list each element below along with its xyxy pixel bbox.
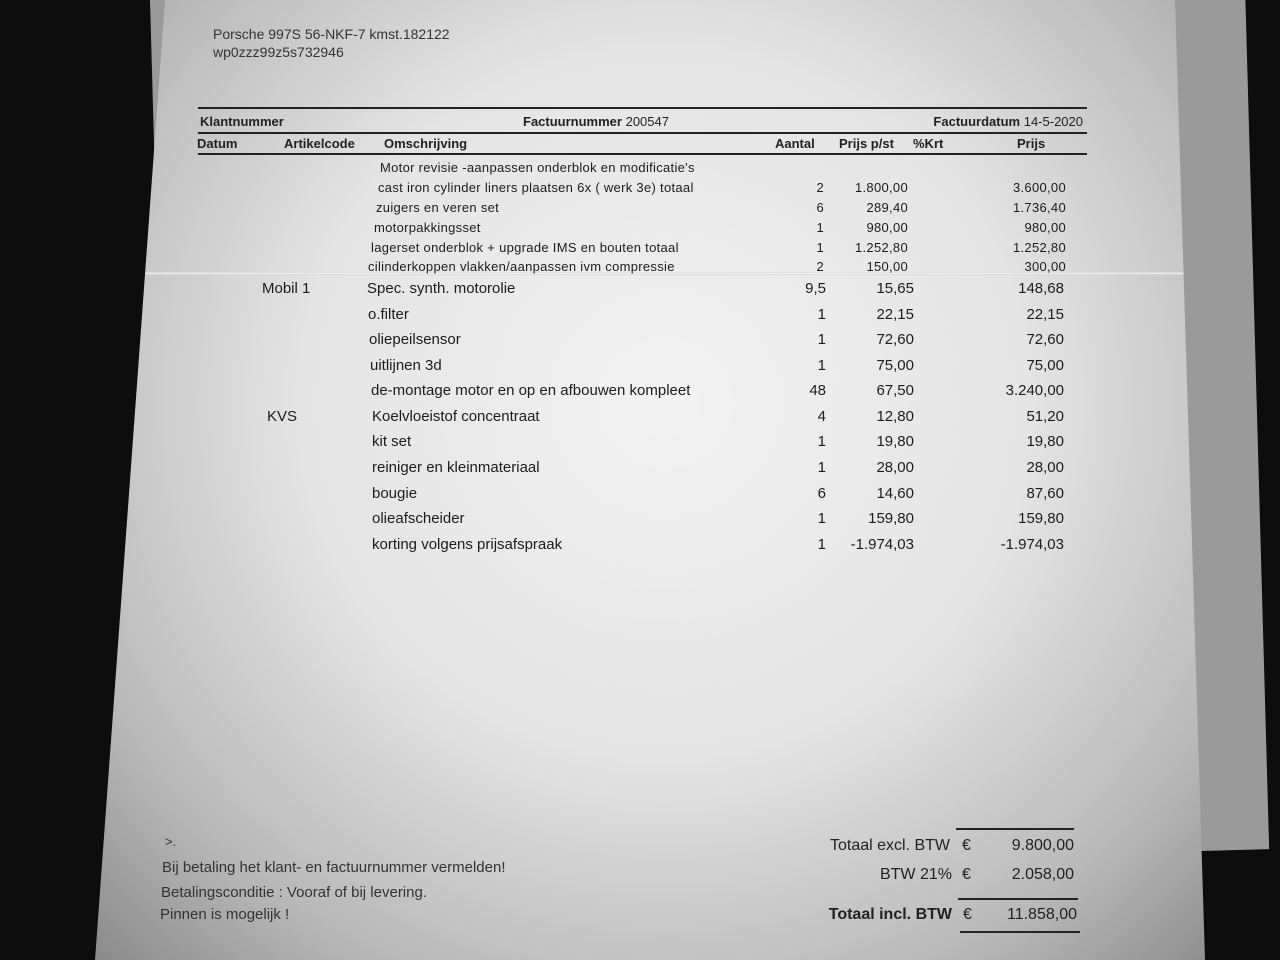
footer-note-payment: Betalingsconditie : Vooraf of bij levering. — [161, 884, 427, 901]
col-datum: Datum — [197, 136, 238, 151]
vehicle-line-1: Porsche 997S 56-NKF-7 kmst.182122 — [213, 26, 450, 42]
col-artikelcode: Artikelcode — [284, 136, 355, 151]
col-omschrijving: Omschrijving — [384, 136, 468, 151]
line-total: 72,60 — [1026, 331, 1064, 348]
line-quantity: 2 — [816, 259, 824, 274]
line-total: 87,60 — [1026, 485, 1064, 502]
col-krt: %Krt — [913, 136, 944, 151]
header-mid-rule — [198, 132, 1087, 134]
klantnummer-label: Klantnummer — [200, 114, 284, 129]
total-excl-currency: € — [962, 837, 971, 854]
line-description: zuigers en veren set — [376, 200, 500, 215]
line-description: reiniger en kleinmateriaal — [372, 459, 540, 476]
line-unit-price: 289,40 — [866, 200, 908, 215]
totals-mid-rule — [958, 898, 1078, 900]
line-quantity: 1 — [817, 536, 826, 553]
col-prijs: Prijs — [1017, 136, 1046, 151]
line-description: Motor revisie -aanpassen onderblok en modificatie's — [380, 160, 695, 175]
line-unit-price: 159,80 — [868, 510, 914, 527]
line-description: de-montage motor en op en afbouwen kompleet — [371, 382, 691, 399]
line-description: uitlijnen 3d — [370, 357, 442, 374]
line-description: Spec. synth. motorolie — [367, 280, 516, 297]
line-total: 22,15 — [1026, 306, 1064, 323]
line-unit-price: 19,80 — [876, 433, 914, 450]
line-quantity: 1 — [816, 240, 824, 255]
factuurnummer — [523, 114, 669, 129]
line-description: bougie — [372, 485, 418, 502]
line-quantity: 9,5 — [805, 280, 826, 297]
line-quantity: 1 — [817, 510, 826, 527]
factuurnummer-value: 200547 — [625, 114, 669, 129]
factuurdatum-label: Factuurdatum — [933, 114, 1021, 129]
line-quantity: 1 — [817, 357, 826, 374]
line-unit-price: 28,00 — [876, 459, 914, 476]
totals-bottom-rule — [960, 931, 1080, 933]
line-total: 75,00 — [1026, 357, 1064, 374]
line-quantity: 2 — [816, 180, 824, 195]
footer-note-pin: Pinnen is mogelijk ! — [160, 906, 290, 923]
line-total: 3.600,00 — [1012, 180, 1066, 195]
total-incl-currency: € — [963, 906, 972, 923]
line-description: motorpakkingsset — [374, 220, 481, 235]
line-total: 3.240,00 — [1005, 382, 1064, 399]
factuurdatum-value: 14-5-2020 — [1023, 114, 1083, 129]
line-description: cilinderkoppen vlakken/aanpassen ivm compressie — [368, 259, 675, 274]
line-description: lagerset onderblok + upgrade IMS en bouten totaal — [371, 240, 679, 255]
line-quantity: 4 — [817, 408, 826, 425]
factuurdatum — [933, 114, 1083, 129]
header-top-rule — [198, 107, 1087, 109]
line-total: 1.736,40 — [1012, 200, 1066, 215]
invoice-paper — [95, 0, 1235, 960]
col-aantal: Aantal — [775, 136, 815, 151]
line-total: 148,68 — [1018, 280, 1064, 297]
line-total: -1.974,03 — [1000, 536, 1064, 553]
line-description: korting volgens prijsafspraak — [372, 536, 563, 553]
total-excl-value: 9.800,00 — [1011, 837, 1074, 854]
line-unit-price: 980,00 — [866, 220, 908, 235]
line-quantity: 48 — [809, 382, 826, 399]
line-quantity: 6 — [817, 485, 826, 502]
header-bottom-rule — [198, 153, 1087, 155]
line-total: 980,00 — [1024, 220, 1066, 235]
line-description: cast iron cylinder liners plaatsen 6x ( werk 3e) totaal — [378, 180, 694, 195]
line-unit-price: 67,50 — [876, 382, 914, 399]
line-unit-price: 150,00 — [866, 259, 908, 274]
line-description: Koelvloeistof concentraat — [372, 408, 540, 425]
line-unit-price: 72,60 — [876, 331, 914, 348]
line-artikelcode: KVS — [267, 408, 298, 425]
totals-top-rule — [956, 828, 1074, 830]
line-unit-price: 1.800,00 — [854, 180, 908, 195]
line-unit-price: 22,15 — [876, 306, 914, 323]
btw-label: BTW 21% — [879, 866, 952, 883]
line-unit-price: 1.252,80 — [854, 240, 908, 255]
line-quantity: 1 — [817, 433, 826, 450]
line-total: 19,80 — [1026, 433, 1064, 450]
btw-value: 2.058,00 — [1011, 866, 1074, 883]
footer-marker: >. — [165, 834, 177, 849]
line-total: 51,20 — [1026, 408, 1064, 425]
vehicle-vin: wp0zzz99z5s732946 — [213, 44, 344, 60]
line-quantity: 1 — [817, 459, 826, 476]
total-incl-value: 11.858,00 — [1007, 906, 1077, 923]
vehicle-info — [213, 25, 450, 61]
line-unit-price: 12,80 — [876, 408, 914, 425]
line-quantity: 6 — [816, 200, 824, 215]
line-unit-price: -1.974,03 — [850, 536, 914, 553]
factuurnummer-label: Factuurnummer — [523, 114, 622, 129]
line-description: oliepeilsensor — [369, 331, 461, 348]
line-artikelcode: Mobil 1 — [262, 280, 311, 297]
total-incl-label: Totaal incl. BTW — [828, 906, 952, 923]
line-total: 300,00 — [1024, 259, 1066, 274]
line-quantity: 1 — [817, 306, 826, 323]
line-unit-price: 15,65 — [876, 280, 914, 297]
total-excl-label: Totaal excl. BTW — [829, 837, 950, 854]
line-total: 28,00 — [1026, 459, 1064, 476]
line-total: 1.252,80 — [1012, 240, 1066, 255]
line-quantity: 1 — [817, 331, 826, 348]
line-description: o.filter — [368, 306, 409, 323]
line-description: olieafscheider — [372, 510, 465, 527]
col-prijs-pst: Prijs p/st — [839, 136, 894, 151]
line-description: kit set — [372, 433, 412, 450]
line-total: 159,80 — [1018, 510, 1064, 527]
line-unit-price: 75,00 — [876, 357, 914, 374]
footer-note-reference: Bij betaling het klant- en factuurnummer vermelden! — [162, 859, 506, 876]
btw-currency: € — [962, 866, 971, 883]
line-quantity: 1 — [816, 220, 824, 235]
line-unit-price: 14,60 — [876, 485, 914, 502]
